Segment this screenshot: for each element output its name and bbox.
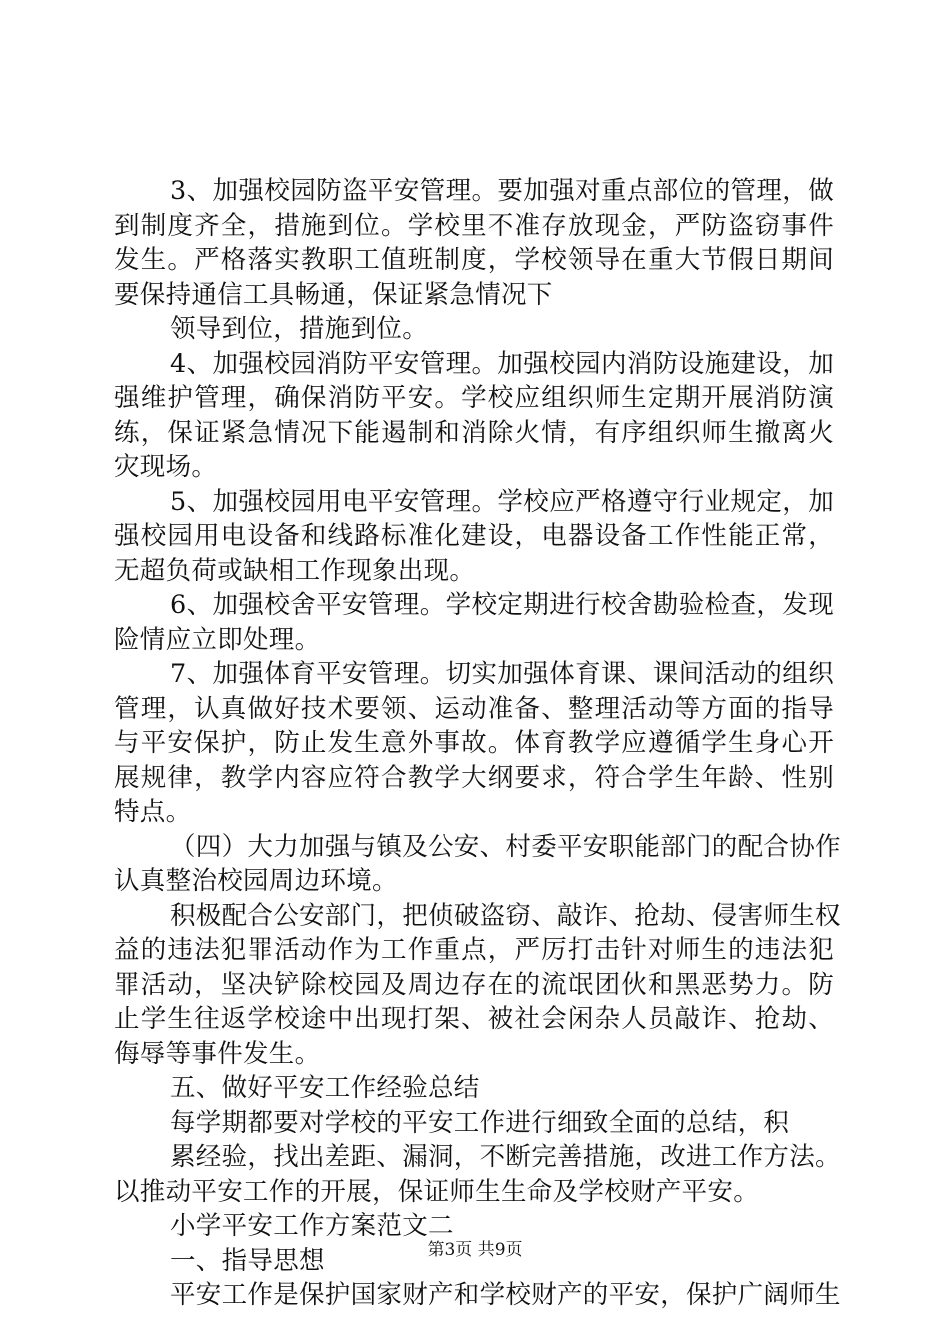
- paragraph-line: 强校园用电设备和线路标准化建设，电器设备工作性能正常，: [114, 521, 834, 551]
- paragraph-line: 5、加强校园用电平安管理。学校应严格遵守行业规定，加: [170, 486, 834, 517]
- paragraph-line: 罪活动，坚决铲除校园及周边存在的流氓团伙和黑恶势力。防: [114, 969, 834, 1000]
- paragraph-line: 练，保证紧急情况下能遏制和消除火情，有序组织师生撤离火: [114, 417, 834, 448]
- paragraph-line: 管理，认真做好技术要领、运动准备、整理活动等方面的指导: [114, 693, 834, 724]
- paragraph-line: 侮辱等事件发生。: [114, 1038, 321, 1069]
- section-heading: 五、做好平安工作经验总结: [170, 1073, 480, 1103]
- paragraph-line: 7、加强体育平安管理。切实加强体育课、课间活动的组织: [170, 659, 834, 689]
- section-title: 小学平安工作方案范文二: [170, 1211, 454, 1241]
- paragraph-line: 发生。严格落实教职工值班制度，学校领导在重大节假日期间: [114, 245, 834, 275]
- paragraph-line: 与平安保护，防止发生意外事故。体育教学应遵循学生身心开: [114, 728, 834, 758]
- paragraph-line: 无超负荷或缺相工作现象出现。: [114, 555, 476, 586]
- paragraph-line: 以推动平安工作的开展，保证师生生命及学校财产平安。: [114, 1176, 760, 1207]
- paragraph-line: 认真整治校园周边环境。: [114, 866, 398, 896]
- paragraph-line: 3、加强校园防盗平安管理。要加强对重点部位的管理，做: [170, 176, 834, 206]
- paragraph-line: 强维护管理，确保消防平安。学校应组织师生定期开展消防演: [114, 383, 834, 413]
- section-heading: 一、指导思想: [170, 1245, 325, 1276]
- paragraph-line: 险情应立即处理。: [114, 624, 321, 655]
- document-body: [114, 174, 841, 1313]
- paragraph-line: 领导到位，措施到位。: [170, 314, 429, 344]
- paragraph-line: 4、加强校园消防平安管理。加强校园内消防设施建设，加: [170, 348, 834, 379]
- paragraph-line: 益的违法犯罪活动作为工作重点，严厉打击针对师生的违法犯: [114, 935, 834, 965]
- paragraph-line: 每学期都要对学校的平安工作进行细致全面的总结，积: [170, 1107, 790, 1138]
- paragraph-line: （四）大力加强与镇及公安、村委平安职能部门的配合协作: [170, 831, 841, 862]
- paragraph-line: 止学生往返学校途中出现打架、被社会闲杂人员敲诈、抢劫、: [114, 1004, 834, 1034]
- paragraph-line: 6、加强校舍平安管理。学校定期进行校舍勘验检查，发现: [170, 590, 834, 620]
- paragraph-line: 特点。: [114, 797, 192, 827]
- paragraph-line: 展规律，教学内容应符合教学大纲要求，符合学生年龄、性别: [114, 762, 834, 793]
- paragraph-line: 平安工作是保护国家财产和学校财产的平安，保护广阔师生: [170, 1280, 841, 1310]
- paragraph-line: 要保持通信工具畅通，保证紧急情况下: [114, 279, 553, 310]
- paragraph-line: 积极配合公安部门，把侦破盗窃、敲诈、抢劫、侵害师生权: [170, 900, 841, 931]
- paragraph-line: 累经验，找出差距、漏洞，不断完善措施，改进工作方法。: [170, 1142, 841, 1172]
- page-number: 第3页 共9页: [427, 1240, 523, 1260]
- paragraph-line: 灾现场。: [114, 452, 218, 482]
- paragraph-line: 到制度齐全，措施到位。学校里不准存放现金，严防盗窃事件: [114, 210, 834, 241]
